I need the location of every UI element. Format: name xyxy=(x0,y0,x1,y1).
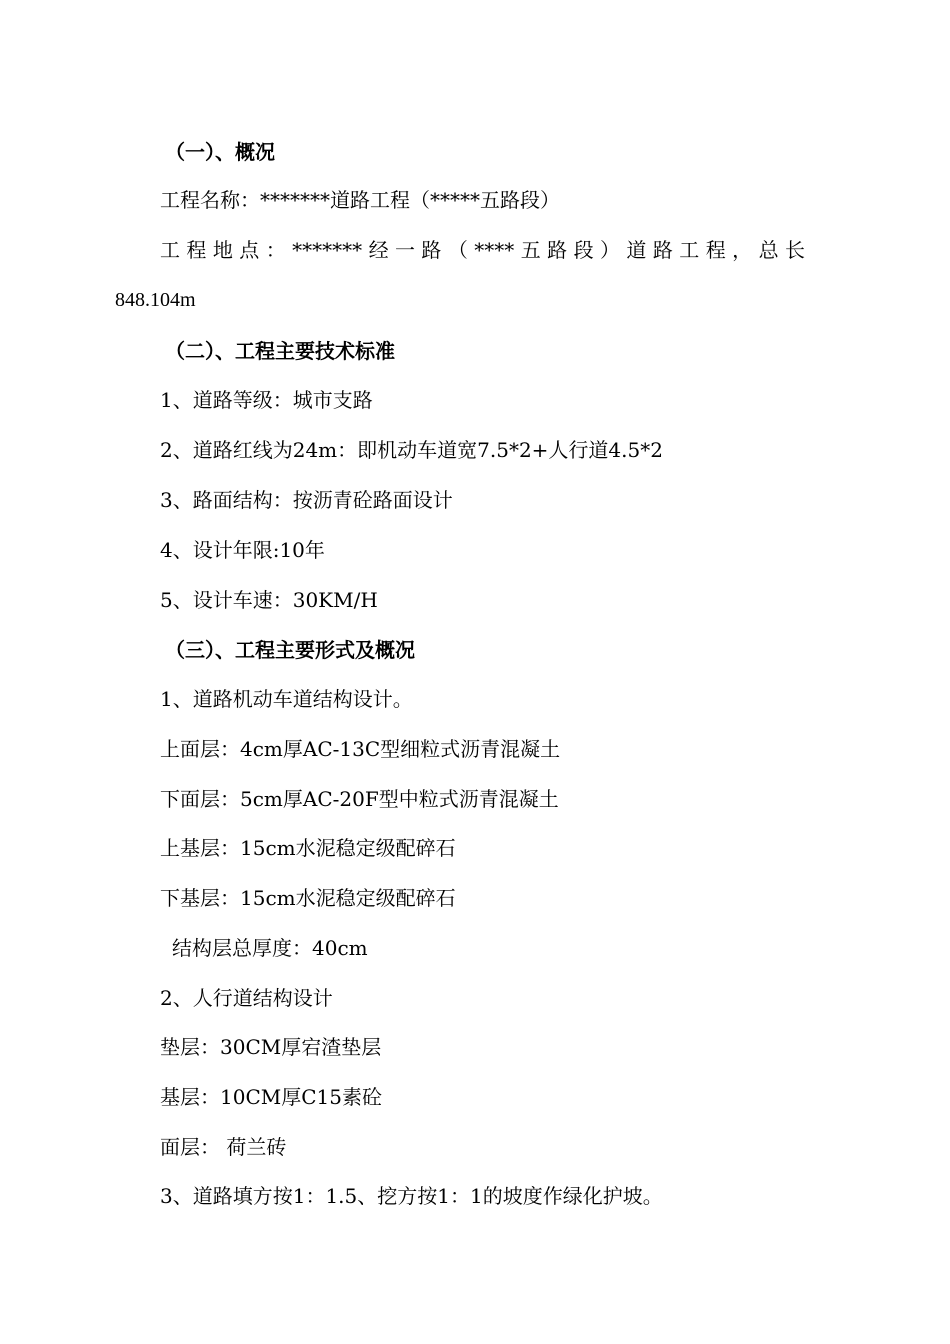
project-length-continuation: 848.104m xyxy=(115,289,196,311)
standard-item-pavement: 3、路面结构：按沥青砼路面设计 xyxy=(160,488,453,512)
section-heading-overview: （一）、概况 xyxy=(165,140,275,164)
standard-item-design-speed: 5、设计车速：30KM/H xyxy=(160,588,378,612)
section-heading-standards: （二）、工程主要技术标准 xyxy=(165,339,395,363)
sidewalk-base-layer: 基层：10CM厚C15素砼 xyxy=(160,1085,382,1109)
sidewalk-structure-title: 2、人行道结构设计 xyxy=(160,986,333,1010)
lane-structure-title: 1、道路机动车道结构设计。 xyxy=(160,687,413,711)
layer-total-thickness: 结构层总厚度：40cm xyxy=(172,936,368,960)
project-location-line: 工程地点：*******经一路（****五路段）道路工程，总长 xyxy=(160,238,805,262)
slope-protection-line: 3、道路填方按1：1.5、挖方按1：1的坡度作绿化护坡。 xyxy=(160,1184,663,1208)
project-name-line: 工程名称：*******道路工程（*****五路段） xyxy=(160,188,560,212)
layer-upper-base: 上基层：15cm水泥稳定级配碎石 xyxy=(160,836,456,860)
sidewalk-cushion-layer: 垫层：30CM厚宕渣垫层 xyxy=(160,1035,382,1059)
standard-item-design-life: 4、设计年限:10年 xyxy=(160,538,325,562)
layer-lower-surface: 下面层：5cm厚AC-20F型中粒式沥青混凝土 xyxy=(160,787,559,811)
layer-lower-base: 下基层：15cm水泥稳定级配碎石 xyxy=(160,886,456,910)
layer-upper-surface: 上面层：4cm厚AC-13C型细粒式沥青混凝土 xyxy=(160,737,561,761)
standard-item-red-line: 2、道路红线为24m：即机动车道宽7.5*2+人行道4.5*2 xyxy=(160,438,663,462)
standard-item-road-grade: 1、道路等级：城市支路 xyxy=(160,388,373,412)
sidewalk-surface-layer: 面层： 荷兰砖 xyxy=(160,1135,287,1159)
section-heading-forms: （三）、工程主要形式及概况 xyxy=(165,638,415,662)
